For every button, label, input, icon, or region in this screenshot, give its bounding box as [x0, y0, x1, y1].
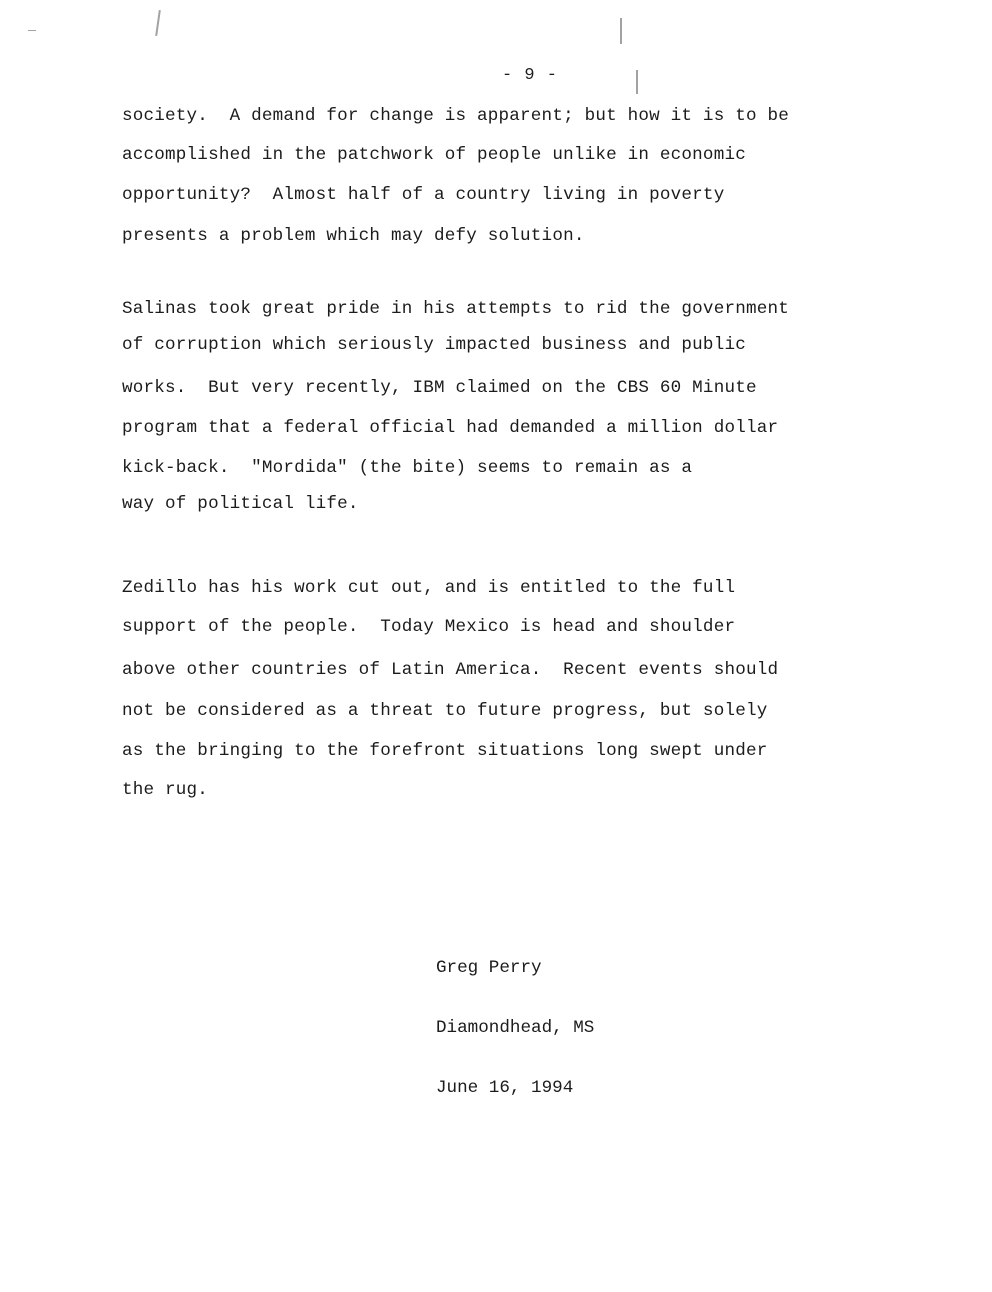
paragraph-2-line-5: kick-back. "Mordida" (the bite) seems to remain as a: [122, 458, 693, 478]
paragraph-1-line-4: presents a problem which may defy solution.: [122, 226, 585, 246]
paragraph-3-line-1: Zedillo has his work cut out, and is entitled to the full: [122, 578, 736, 598]
paragraph-2-line-3: works. But very recently, IBM claimed on the CBS 60 Minute: [122, 378, 757, 398]
paragraph-3-line-3: above other countries of Latin America. Recent events should: [122, 660, 779, 680]
page-number: - 9 -: [501, 66, 558, 85]
paragraph-2-line-2: of corruption which seriously impacted business and public: [122, 335, 746, 355]
paragraph-1-line-3: opportunity? Almost half of a country living in poverty: [122, 185, 725, 205]
paragraph-3-line-6: the rug.: [122, 780, 209, 800]
paragraph-3-line-4: not be considered as a threat to future progress, but solely: [122, 701, 768, 721]
paragraph-2-line-1: Salinas took great pride in his attempts to rid the government: [122, 299, 789, 319]
paragraph-1-line-2: accomplished in the patchwork of people unlike in economic: [122, 145, 746, 165]
scan-mark: [620, 18, 622, 44]
paragraph-2-line-6: way of political life.: [122, 494, 359, 514]
scan-mark: [155, 10, 161, 36]
scan-mark: [28, 30, 36, 31]
paragraph-3-line-5: as the bringing to the forefront situations long swept under: [122, 741, 768, 761]
letter-date: June 16, 1994: [436, 1078, 574, 1098]
author-location: Diamondhead, MS: [436, 1018, 595, 1038]
signature-block: [436, 918, 594, 1138]
paragraph-2-line-4: program that a federal official had demanded a million dollar: [122, 418, 779, 438]
author-name: Greg Perry: [436, 958, 542, 978]
paragraph-3-line-2: support of the people. Today Mexico is head and shoulder: [122, 617, 736, 637]
paragraph-1-line-1: society. A demand for change is apparent; but how it is to be: [122, 106, 789, 126]
